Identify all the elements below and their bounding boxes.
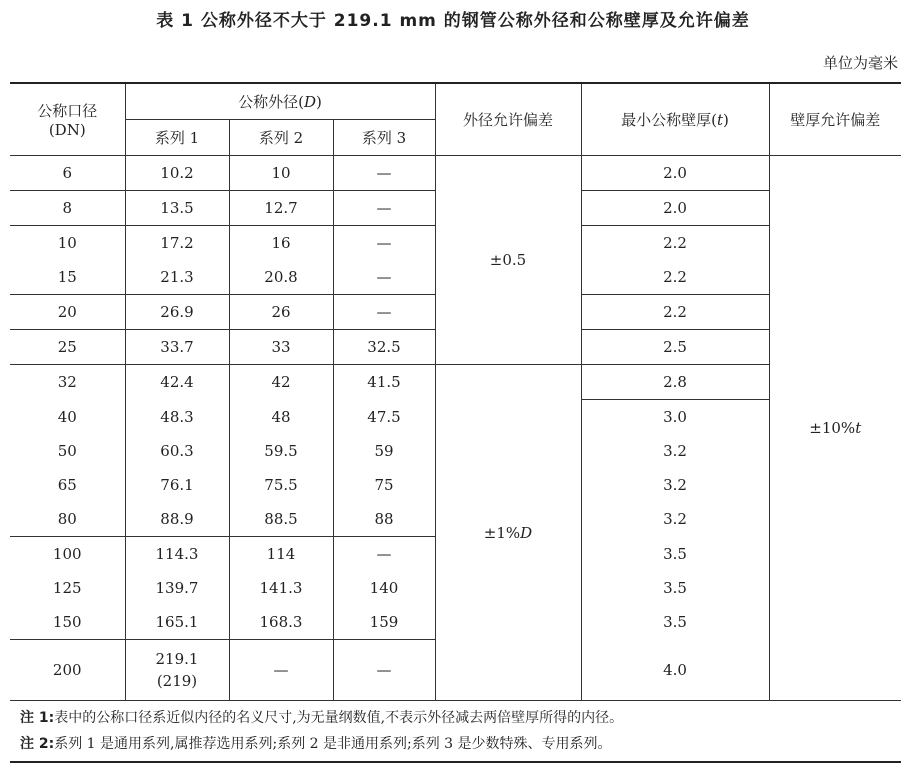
cell-min-wall: 2.2 bbox=[581, 295, 769, 330]
table-row bbox=[10, 156, 901, 191]
cell-series2: 48 bbox=[229, 400, 333, 435]
note-text: 系列 1 是通用系列,属推荐选用系列;系列 2 是非通用系列;系列 3 是少数特殊、专用系列。 bbox=[54, 736, 612, 752]
note-label: 注 1: bbox=[20, 710, 55, 726]
cell-series2: 10 bbox=[229, 156, 333, 191]
cell-series2: — bbox=[229, 640, 333, 701]
cell-series3: 75 bbox=[333, 468, 435, 502]
header-dn bbox=[10, 83, 125, 156]
table-row bbox=[10, 365, 901, 400]
cell-series3: — bbox=[333, 640, 435, 701]
cell-series2: 88.5 bbox=[229, 502, 333, 537]
cell-series2: 16 bbox=[229, 226, 333, 261]
cell-wall-tolerance: ±10%t bbox=[769, 156, 901, 701]
cell-min-wall: 4.0 bbox=[581, 640, 769, 701]
cell-series1: 114.3 bbox=[125, 537, 229, 572]
cell-series1: 60.3 bbox=[125, 434, 229, 468]
cell-min-wall: 3.2 bbox=[581, 468, 769, 502]
header-od-tolerance: 外径允许偏差 bbox=[435, 83, 581, 156]
cell-series1 bbox=[125, 640, 229, 701]
cell-series3: — bbox=[333, 537, 435, 572]
header-series2: 系列 2 bbox=[229, 120, 333, 156]
cell-series3: 32.5 bbox=[333, 330, 435, 365]
cell-series3: 41.5 bbox=[333, 365, 435, 400]
cell-min-wall: 3.2 bbox=[581, 502, 769, 537]
note-2 bbox=[20, 731, 893, 757]
unit-label: 单位为毫米 bbox=[822, 54, 898, 72]
cell-dn: 25 bbox=[10, 330, 125, 365]
cell-series1: 21.3 bbox=[125, 260, 229, 295]
cell-min-wall: 3.5 bbox=[581, 537, 769, 572]
cell-series3: 88 bbox=[333, 502, 435, 537]
cell-series1: 42.4 bbox=[125, 365, 229, 400]
cell-dn: 65 bbox=[10, 468, 125, 502]
pipe-dimensions-table bbox=[10, 82, 901, 763]
table-title: 表 1 公称外径不大于 219.1 mm 的钢管公称外径和公称壁厚及允许偏差 bbox=[156, 11, 750, 31]
cell-series1-alt: (219) bbox=[156, 672, 198, 690]
cell-series1: 88.9 bbox=[125, 502, 229, 537]
cell-series3: 159 bbox=[333, 605, 435, 640]
cell-series2: 20.8 bbox=[229, 260, 333, 295]
cell-series3: — bbox=[333, 226, 435, 261]
cell-od-tolerance-a: ±0.5 bbox=[435, 156, 581, 365]
header-min-wall: 最小公称壁厚(t) bbox=[581, 83, 769, 156]
cell-series1: 26.9 bbox=[125, 295, 229, 330]
cell-dn: 80 bbox=[10, 502, 125, 537]
notes-cell bbox=[10, 701, 901, 763]
cell-series3: 47.5 bbox=[333, 400, 435, 435]
cell-series2: 75.5 bbox=[229, 468, 333, 502]
cell-dn: 10 bbox=[10, 226, 125, 261]
cell-dn: 150 bbox=[10, 605, 125, 640]
header-od: 公称外径(D) bbox=[125, 83, 435, 120]
cell-dn: 125 bbox=[10, 571, 125, 605]
cell-series3: — bbox=[333, 295, 435, 330]
note-label: 注 2: bbox=[20, 736, 55, 752]
cell-series1: 33.7 bbox=[125, 330, 229, 365]
cell-series3: — bbox=[333, 156, 435, 191]
cell-min-wall: 2.2 bbox=[581, 260, 769, 295]
cell-min-wall: 2.8 bbox=[581, 365, 769, 400]
cell-min-wall: 2.2 bbox=[581, 226, 769, 261]
header-dn-label: 公称口径 bbox=[37, 102, 98, 120]
cell-series2: 12.7 bbox=[229, 191, 333, 226]
cell-series1: 48.3 bbox=[125, 400, 229, 435]
note-1 bbox=[20, 705, 893, 731]
cell-series2: 42 bbox=[229, 365, 333, 400]
cell-dn: 20 bbox=[10, 295, 125, 330]
cell-series1: 165.1 bbox=[125, 605, 229, 640]
cell-min-wall: 2.5 bbox=[581, 330, 769, 365]
cell-series3: 140 bbox=[333, 571, 435, 605]
cell-series2: 141.3 bbox=[229, 571, 333, 605]
cell-min-wall: 3.0 bbox=[581, 400, 769, 435]
cell-min-wall: 2.0 bbox=[581, 156, 769, 191]
cell-dn: 50 bbox=[10, 434, 125, 468]
cell-dn: 200 bbox=[10, 640, 125, 701]
cell-dn: 40 bbox=[10, 400, 125, 435]
cell-dn: 32 bbox=[10, 365, 125, 400]
cell-dn: 6 bbox=[10, 156, 125, 191]
cell-series2: 33 bbox=[229, 330, 333, 365]
notes-row bbox=[10, 701, 901, 763]
cell-series1: 17.2 bbox=[125, 226, 229, 261]
header-series3: 系列 3 bbox=[333, 120, 435, 156]
cell-series2: 26 bbox=[229, 295, 333, 330]
cell-dn: 15 bbox=[10, 260, 125, 295]
header-dn-sub: (DN) bbox=[48, 121, 86, 139]
cell-series1: 139.7 bbox=[125, 571, 229, 605]
cell-od-tolerance-b: ±1%D bbox=[435, 365, 581, 701]
cell-dn: 8 bbox=[10, 191, 125, 226]
cell-min-wall: 3.5 bbox=[581, 605, 769, 640]
cell-series2: 59.5 bbox=[229, 434, 333, 468]
cell-min-wall: 3.5 bbox=[581, 571, 769, 605]
cell-series1: 76.1 bbox=[125, 468, 229, 502]
cell-series2: 168.3 bbox=[229, 605, 333, 640]
cell-dn: 100 bbox=[10, 537, 125, 572]
note-text: 表中的公称口径系近似内径的名义尺寸,为无量纲数值,不表示外径减去两倍壁厚所得的内径。 bbox=[54, 710, 624, 726]
header-series1: 系列 1 bbox=[125, 120, 229, 156]
header-wall-tolerance: 壁厚允许偏差 bbox=[769, 83, 901, 156]
cell-min-wall: 3.2 bbox=[581, 434, 769, 468]
cell-series1-value: 219.1 bbox=[155, 650, 199, 668]
cell-min-wall: 2.0 bbox=[581, 191, 769, 226]
cell-series1: 13.5 bbox=[125, 191, 229, 226]
cell-series3: — bbox=[333, 191, 435, 226]
cell-series3: — bbox=[333, 260, 435, 295]
cell-series3: 59 bbox=[333, 434, 435, 468]
cell-series1: 10.2 bbox=[125, 156, 229, 191]
cell-series2: 114 bbox=[229, 537, 333, 572]
